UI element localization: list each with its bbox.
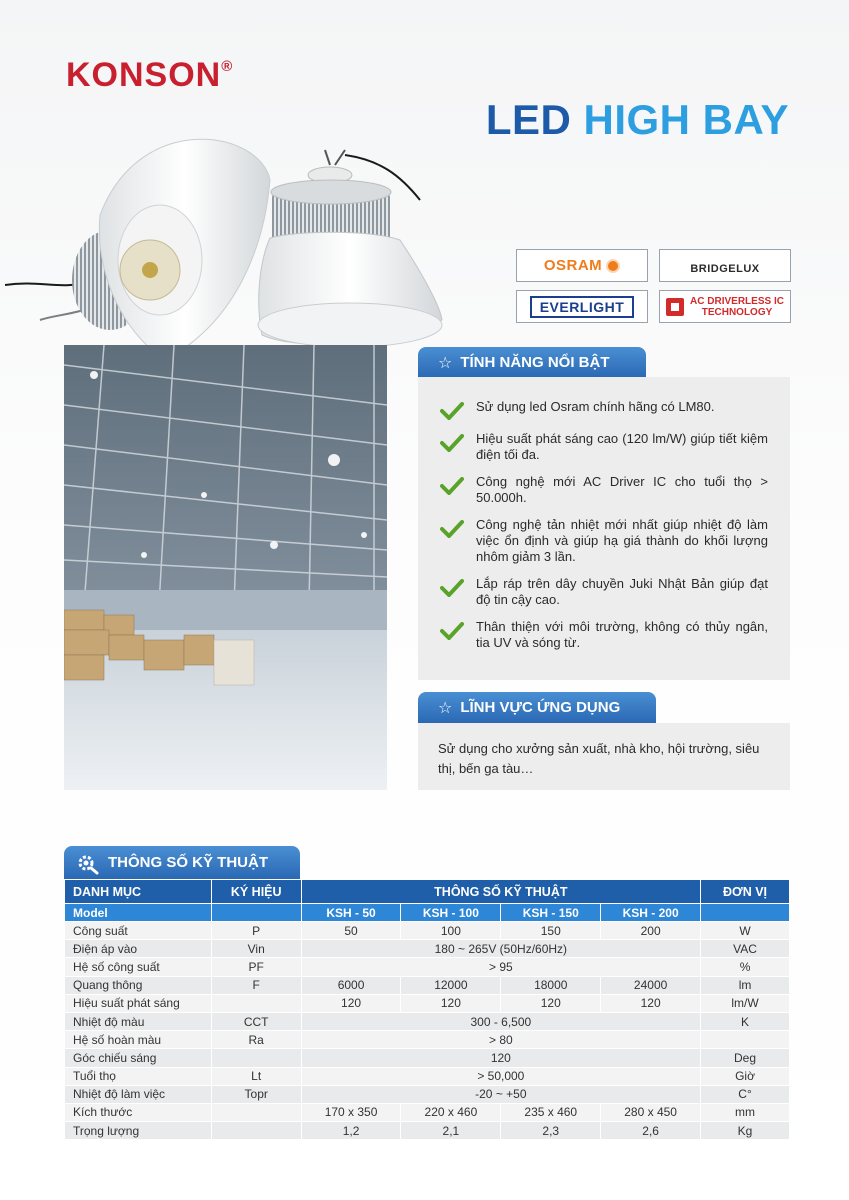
table-row: [65, 1031, 790, 1049]
row-name: Điện áp vào: [65, 940, 212, 958]
row-value: 2,1: [401, 1122, 501, 1140]
row-merged-value: > 95: [301, 958, 700, 976]
table-row: [65, 1122, 790, 1140]
row-unit: Giờ: [701, 1067, 790, 1085]
header-symbol: KÝ HIỆU: [211, 880, 301, 904]
spec-body: [65, 922, 790, 1140]
row-value: 24000: [601, 976, 701, 994]
applications-title: LĨNH VỰC ỨNG DỤNG: [460, 699, 621, 716]
row-name: Nhiệt độ màu: [65, 1012, 212, 1030]
feature-item: [440, 399, 768, 420]
row-name: Góc chiếu sáng: [65, 1049, 212, 1067]
row-unit: lm: [701, 976, 790, 994]
row-value: 2,3: [501, 1122, 601, 1140]
row-unit: %: [701, 958, 790, 976]
table-row: [65, 1085, 790, 1103]
row-value: 6000: [301, 976, 401, 994]
spec-title: THÔNG SỐ KỸ THUẬT: [108, 854, 268, 871]
star-icon: ☆: [438, 699, 453, 717]
header-unit: ĐƠN VỊ: [701, 880, 790, 904]
chip-icon: [666, 298, 684, 316]
row-merged-value: 180 ~ 265V (50Hz/60Hz): [301, 940, 700, 958]
row-unit: C°: [701, 1085, 790, 1103]
row-value: 150: [501, 922, 601, 940]
osram-logo: [516, 249, 648, 282]
row-name: Tuổi thọ: [65, 1067, 212, 1085]
row-symbol: CCT: [211, 1012, 301, 1030]
row-value: 235 x 460: [501, 1103, 601, 1121]
row-name: Công suất: [65, 922, 212, 940]
row-symbol: [211, 1122, 301, 1140]
checkmark-icon: [440, 579, 464, 597]
acic-line2: TECHNOLOGY: [701, 306, 773, 318]
everlight-text: EVERLIGHT: [530, 296, 635, 318]
row-name: Nhiệt độ làm việc: [65, 1085, 212, 1103]
row-value: 120: [501, 994, 601, 1012]
ac-driverless-ic-logo: [659, 290, 791, 323]
row-value: 280 x 450: [601, 1103, 701, 1121]
header-category: DANH MỤC: [65, 880, 212, 904]
row-value: 120: [401, 994, 501, 1012]
gear-wrench-icon: [76, 851, 100, 875]
row-symbol: Topr: [211, 1085, 301, 1103]
row-symbol: PF: [211, 958, 301, 976]
table-row: [65, 976, 790, 994]
row-unit: Kg: [701, 1122, 790, 1140]
bridgelux-text: BRIDGELUX: [690, 262, 760, 275]
row-merged-value: > 80: [301, 1031, 700, 1049]
row-merged-value: 300 - 6,500: [301, 1012, 700, 1030]
row-symbol: F: [211, 976, 301, 994]
high-bay-lamp-illustration: [0, 120, 450, 355]
row-value: 18000: [501, 976, 601, 994]
row-name: Trọng lượng: [65, 1122, 212, 1140]
features-panel: [418, 377, 790, 680]
model-name: KSH - 50: [301, 904, 401, 922]
spec-tab: [64, 846, 300, 879]
brand-logo: [66, 56, 233, 95]
registered-mark: ®: [221, 58, 234, 75]
applications-tab: [418, 692, 656, 723]
star-icon: ☆: [438, 354, 453, 372]
table-row: [65, 1103, 790, 1121]
applications-text: Sử dụng cho xưởng sản xuất, nhà kho, hội trường, siêu thị, bến ga tàu…: [438, 741, 760, 776]
model-row: [65, 904, 790, 922]
feature-text: Công nghệ mới AC Driver IC cho tuổi thọ > 50.000h.: [476, 474, 768, 505]
checkmark-icon: [440, 402, 464, 420]
row-value: 200: [601, 922, 701, 940]
feature-text: Thân thiện với môi trường, không có thủy ngân, tia UV và sóng từ.: [476, 619, 768, 650]
feature-text: Hiệu suất phát sáng cao (120 lm/W) giúp tiết kiệm điện tối đa.: [476, 431, 768, 462]
title-led: LED: [485, 96, 572, 143]
row-symbol: P: [211, 922, 301, 940]
features-tab: [418, 347, 646, 378]
row-symbol: Lt: [211, 1067, 301, 1085]
feature-item: [440, 474, 768, 506]
feature-text: Công nghệ tản nhiệt mới nhất giúp nhiệt độ làm việc ổn định và giúp hạ giá thành do khối lượng nhôm giảm 3 lần.: [476, 517, 768, 564]
row-name: Hệ số hoàn màu: [65, 1031, 212, 1049]
row-name: Kích thước: [65, 1103, 212, 1121]
feature-item: [440, 517, 768, 565]
model-name: KSH - 200: [601, 904, 701, 922]
checkmark-icon: [440, 434, 464, 452]
row-merged-value: > 50,000: [301, 1067, 700, 1085]
row-symbol: [211, 1049, 301, 1067]
row-unit: lm/W: [701, 994, 790, 1012]
features-title: TÍNH NĂNG NỔI BẬT: [460, 354, 610, 371]
everlight-logo: [516, 290, 648, 323]
acic-text: [690, 296, 784, 318]
row-value: 12000: [401, 976, 501, 994]
row-unit: VAC: [701, 940, 790, 958]
page-title: [486, 96, 789, 144]
feature-text: Sử dụng led Osram chính hãng có LM80.: [476, 399, 715, 414]
table-row: [65, 994, 790, 1012]
feature-item: [440, 431, 768, 463]
table-row: [65, 1067, 790, 1085]
row-name: Hệ số công suất: [65, 958, 212, 976]
row-merged-value: -20 ~ +50: [301, 1085, 700, 1103]
table-row: [65, 922, 790, 940]
row-unit: mm: [701, 1103, 790, 1121]
header-specs: THÔNG SỐ KỸ THUẬT: [301, 880, 700, 904]
feature-item: [440, 576, 768, 608]
table-row: [65, 1049, 790, 1067]
row-value: 100: [401, 922, 501, 940]
table-row: [65, 1012, 790, 1030]
row-value: 170 x 350: [301, 1103, 401, 1121]
row-value: 1,2: [301, 1122, 401, 1140]
feature-item: [440, 619, 768, 651]
row-symbol: [211, 1103, 301, 1121]
applications-panel: [418, 723, 790, 790]
bridgelux-logo: [659, 249, 791, 282]
table-row: [65, 958, 790, 976]
row-value: 120: [601, 994, 701, 1012]
spec-table: [64, 879, 790, 1140]
checkmark-icon: [440, 477, 464, 495]
row-merged-value: 120: [301, 1049, 700, 1067]
checkmark-icon: [440, 622, 464, 640]
table-row: [65, 940, 790, 958]
model-name: KSH - 150: [501, 904, 601, 922]
row-value: 2,6: [601, 1122, 701, 1140]
checkmark-icon: [440, 520, 464, 538]
row-name: Quang thông: [65, 976, 212, 994]
model-name: KSH - 100: [401, 904, 501, 922]
row-symbol: [211, 994, 301, 1012]
row-name: Hiệu suất phát sáng: [65, 994, 212, 1012]
acic-line1: AC DRIVERLESS IC: [690, 295, 784, 307]
feature-text: Lắp ráp trên dây chuyền Juki Nhật Bản giúp đạt độ tin cậy cao.: [476, 576, 768, 607]
osram-text: OSRAM: [543, 257, 603, 274]
row-symbol: Ra: [211, 1031, 301, 1049]
row-unit: K: [701, 1012, 790, 1030]
row-symbol: Vin: [211, 940, 301, 958]
row-unit: [701, 1031, 790, 1049]
row-value: 220 x 460: [401, 1103, 501, 1121]
table-header-row: [65, 880, 790, 904]
row-unit: Deg: [701, 1049, 790, 1067]
warehouse-photo: [64, 345, 387, 790]
brand-name: KONSON: [66, 56, 222, 94]
model-unit-empty: [701, 904, 790, 922]
title-high-bay: HIGH BAY: [583, 96, 789, 143]
model-symbol-empty: [211, 904, 301, 922]
model-label: Model: [65, 904, 212, 922]
row-unit: W: [701, 922, 790, 940]
row-value: 120: [301, 994, 401, 1012]
row-value: 50: [301, 922, 401, 940]
osram-bulb-icon: [606, 259, 620, 273]
